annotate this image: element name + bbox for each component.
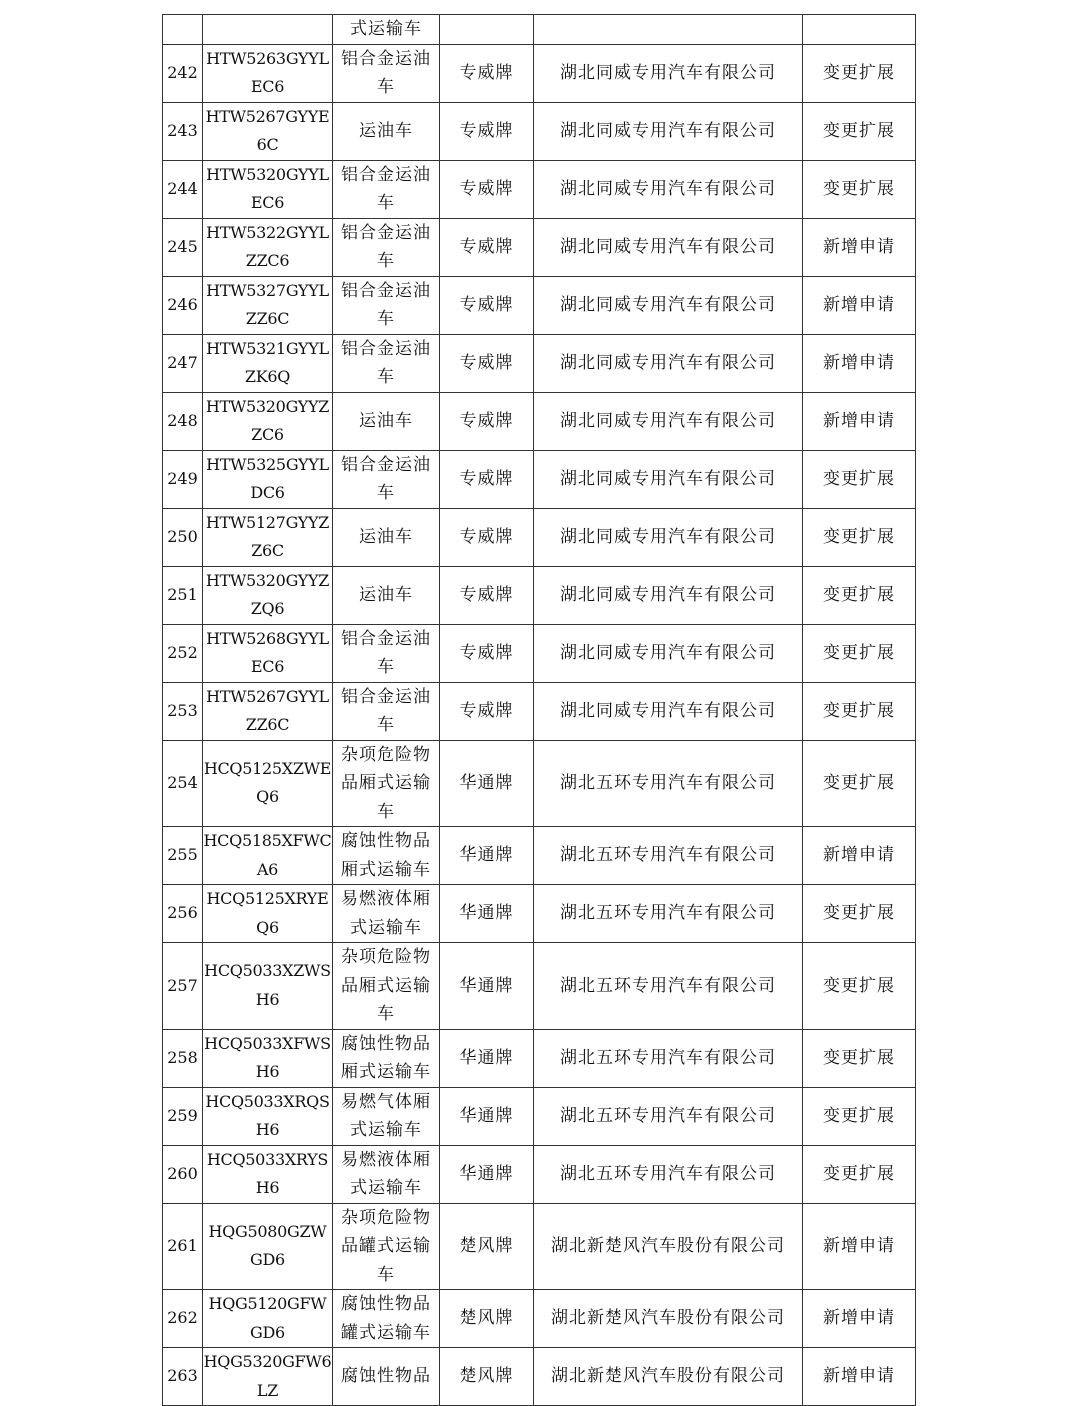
cell-name-text: 易燃液体厢式运输车 [341,1149,431,1198]
cell-brand-text: 楚风牌 [459,1366,514,1387]
cell-name-text: 运油车 [359,526,413,547]
cell-no [163,102,203,160]
cell-type [803,44,916,102]
cell-model [203,943,333,1030]
table-row [163,740,916,827]
cell-model [203,44,333,102]
cell-name [333,943,440,1030]
cell-company-text: 湖北五环专用汽车有限公司 [560,773,776,793]
cell-brand [440,943,534,1030]
cell-type [803,276,916,334]
cell-brand [440,218,534,276]
cell-type-text: 新增申请 [823,352,895,373]
cell-name [333,682,440,740]
cell-no-text: 263 [167,1366,198,1386]
cell-model-text: HTW5321GYYLZK6Q [206,338,329,386]
cell-type-text: 变更扩展 [823,178,895,199]
cell-company [534,1290,803,1348]
cell-brand-text: 专威牌 [459,120,514,141]
cell-name [333,218,440,276]
table-row [163,44,916,102]
cell-company-text: 湖北同威专用汽车有限公司 [560,352,776,373]
cell-brand [440,15,534,45]
cell-name [333,740,440,827]
table-row [163,160,916,218]
cell-type-text: 变更扩展 [823,1163,895,1184]
cell-name-text: 易燃液体厢式运输车 [341,889,431,938]
cell-name-text: 铝合金运油车 [341,338,431,387]
cell-company [534,15,803,45]
cell-company [534,740,803,827]
cell-brand [440,740,534,827]
cell-company [534,566,803,624]
table-row [163,102,916,160]
cell-type-text: 变更扩展 [823,700,895,721]
cell-model [203,160,333,218]
cell-company [534,1087,803,1145]
cell-no [163,566,203,624]
cell-type-text: 新增申请 [823,1308,895,1329]
cell-model-text: HQG5120GFWGD6 [208,1294,327,1342]
cell-brand [440,276,534,334]
cell-model [203,450,333,508]
cell-no [163,334,203,392]
cell-company [534,102,803,160]
cell-name [333,1203,440,1290]
cell-no [163,450,203,508]
cell-no [163,160,203,218]
table-row [163,15,916,45]
cell-name [333,508,440,566]
cell-brand-text: 华通牌 [459,903,514,924]
cell-name-text: 易燃气体厢式运输车 [341,1091,431,1140]
cell-company-text: 湖北五环专用汽车有限公司 [560,845,776,866]
cell-company-text: 湖北同威专用汽车有限公司 [560,468,776,489]
cell-name-text: 式运输车 [350,19,422,39]
cell-type-text: 变更扩展 [823,903,895,924]
cell-name-text: 铝合金运油车 [341,222,431,271]
cell-model-text: HTW5322GYYLZZC6 [206,222,329,270]
cell-model-text: HTW5320GYYZZC6 [205,396,330,444]
cell-type-text: 变更扩展 [823,62,895,83]
cell-name [333,624,440,682]
cell-model [203,740,333,827]
table-row [163,450,916,508]
cell-no-text: 257 [167,975,198,995]
cell-type-text: 变更扩展 [823,1105,895,1126]
cell-brand-text: 专威牌 [459,178,514,199]
table-row [163,1290,916,1348]
cell-name-text: 杂项危险物品厢式运输车 [341,947,431,1024]
cell-no-text: 253 [167,700,198,720]
cell-no [163,1029,203,1087]
cell-no-text: 261 [167,1236,198,1255]
cell-no [163,44,203,102]
cell-no-text: 255 [167,845,198,865]
cell-name-text: 铝合金运油车 [341,628,431,677]
cell-name-text: 铝合金运油车 [341,164,431,213]
table-row [163,276,916,334]
cell-company-text: 湖北同威专用汽车有限公司 [560,178,776,199]
cell-brand [440,566,534,624]
cell-brand-text: 专威牌 [459,642,514,663]
cell-company-text: 湖北同威专用汽车有限公司 [560,410,776,431]
cell-model [203,15,333,45]
cell-no-text: 250 [167,526,198,546]
cell-company [534,885,803,943]
cell-name-text: 铝合金运油车 [341,48,431,97]
cell-brand-text: 华通牌 [459,1163,514,1184]
cell-brand-text: 华通牌 [459,773,514,793]
cell-no [163,943,203,1030]
cell-no-text: 244 [167,178,198,198]
cell-model-text: HTW5263GYYLEC6 [206,48,329,96]
cell-name [333,334,440,392]
cell-model [203,218,333,276]
cell-brand-text: 专威牌 [459,352,514,373]
cell-company-text: 湖北同威专用汽车有限公司 [560,584,776,605]
cell-brand-text: 华通牌 [459,845,514,866]
cell-company [534,450,803,508]
table-row [163,827,916,885]
cell-model [203,885,333,943]
table-row [163,334,916,392]
cell-brand-text: 专威牌 [459,62,514,83]
cell-model [203,276,333,334]
table-row [163,943,916,1030]
cell-name-text: 腐蚀性物品厢式运输车 [341,831,431,880]
cell-brand [440,1029,534,1087]
cell-type-text: 变更扩展 [823,1047,895,1068]
vehicle-catalog-table [162,14,916,1406]
cell-type [803,1029,916,1087]
cell-model-text: HCQ5033XFWSH6 [204,1033,331,1081]
cell-brand-text: 专威牌 [459,294,514,315]
table-row [163,1145,916,1203]
cell-type [803,740,916,827]
cell-brand-text: 专威牌 [459,410,514,431]
cell-name [333,1290,440,1348]
cell-no-text: 243 [167,120,198,140]
cell-brand-text: 专威牌 [459,700,514,721]
cell-company [534,508,803,566]
cell-model [203,1203,333,1290]
cell-no-text: 256 [167,903,198,923]
table-body [163,15,916,1406]
table-row [163,1029,916,1087]
cell-brand [440,1348,534,1406]
cell-no-text: 242 [167,62,198,82]
cell-brand [440,44,534,102]
cell-model [203,827,333,885]
table-row [163,885,916,943]
cell-name-text: 运油车 [359,120,413,141]
cell-type [803,218,916,276]
cell-company [534,334,803,392]
cell-company-text: 湖北五环专用汽车有限公司 [560,975,776,996]
cell-type [803,885,916,943]
cell-model-text: HCQ5125XRYEQ6 [206,889,329,937]
cell-company-text: 湖北同威专用汽车有限公司 [560,120,776,141]
cell-brand [440,682,534,740]
cell-company-text: 湖北同威专用汽车有限公司 [560,700,776,721]
cell-type-text: 新增申请 [823,410,895,431]
cell-type [803,624,916,682]
cell-model-text: HQG5320GFW6LZ [203,1352,332,1400]
cell-type-text: 变更扩展 [823,642,895,663]
cell-company [534,1348,803,1406]
cell-model-text: HTW5320GYYZZQ6 [205,570,330,618]
cell-model [203,334,333,392]
cell-name-text: 运油车 [359,410,413,431]
cell-name [333,102,440,160]
cell-type [803,102,916,160]
cell-no [163,392,203,450]
cell-company-text: 湖北五环专用汽车有限公司 [560,1163,776,1184]
cell-name [333,1348,440,1406]
cell-type [803,334,916,392]
cell-type [803,827,916,885]
cell-company [534,44,803,102]
cell-type-text: 变更扩展 [823,468,895,489]
cell-name [333,885,440,943]
cell-name [333,827,440,885]
cell-name-text: 腐蚀性物品罐式运输车 [341,1294,431,1343]
cell-brand [440,508,534,566]
table-row [163,566,916,624]
cell-model-text: HCQ5033XZWSH6 [204,961,331,1009]
cell-brand-text: 华通牌 [459,1105,514,1126]
cell-brand-text: 专威牌 [459,526,514,547]
cell-no [163,1087,203,1145]
cell-model [203,1029,333,1087]
cell-no-text: 251 [167,584,198,604]
cell-company-text: 湖北新楚风汽车股份有限公司 [551,1308,785,1329]
cell-model-text: HCQ5033XRYSH6 [206,1149,329,1197]
cell-type [803,15,916,45]
cell-company-text: 湖北同威专用汽车有限公司 [560,236,776,257]
cell-type-text: 新增申请 [823,1366,895,1387]
cell-model [203,624,333,682]
cell-no [163,827,203,885]
cell-name [333,15,440,45]
cell-model-text: HCQ5033XRQSH6 [205,1091,330,1139]
cell-company-text: 湖北五环专用汽车有限公司 [560,903,776,924]
cell-name-text: 杂项危险物品罐式运输车 [341,1207,431,1285]
cell-company-text: 湖北同威专用汽车有限公司 [560,526,776,547]
cell-type [803,450,916,508]
cell-model-text: HTW5327GYYLZZ6C [206,280,329,328]
cell-brand-text: 华通牌 [459,975,514,996]
cell-name [333,1029,440,1087]
cell-type-text: 变更扩展 [823,773,895,793]
cell-brand-text: 华通牌 [459,1047,514,1068]
cell-no [163,1348,203,1406]
cell-model [203,1087,333,1145]
cell-type [803,1087,916,1145]
cell-type-text: 新增申请 [823,294,895,315]
cell-company [534,392,803,450]
cell-model-text: HTW5127GYYZZ6C [205,512,330,560]
cell-no [163,1290,203,1348]
cell-name [333,44,440,102]
cell-model-text: HTW5267GYYE6C [205,106,330,154]
cell-company [534,682,803,740]
cell-model [203,1348,333,1406]
cell-company [534,624,803,682]
cell-no [163,15,203,45]
cell-no [163,276,203,334]
cell-type-text: 新增申请 [823,1236,895,1256]
cell-no-text: 252 [167,642,198,662]
cell-type [803,1290,916,1348]
table-row [163,392,916,450]
cell-company-text: 湖北同威专用汽车有限公司 [560,294,776,315]
cell-company-text: 湖北五环专用汽车有限公司 [560,1105,776,1126]
cell-name-text: 铝合金运油车 [341,280,431,329]
cell-no [163,885,203,943]
cell-company-text: 湖北五环专用汽车有限公司 [560,1047,776,1068]
cell-name [333,1087,440,1145]
cell-name [333,1145,440,1203]
cell-no-text: 254 [167,773,198,792]
cell-no-text: 245 [167,236,198,256]
cell-brand [440,1203,534,1290]
table-row [163,682,916,740]
cell-brand-text: 楚风牌 [459,1236,514,1256]
cell-brand-text: 专威牌 [459,584,514,605]
table-row [163,1087,916,1145]
cell-model-text: HTW5325GYYLDC6 [206,454,329,502]
cell-no-text: 260 [167,1163,198,1183]
cell-no [163,682,203,740]
cell-no [163,218,203,276]
cell-no-text: 249 [167,468,198,488]
cell-type [803,392,916,450]
cell-model-text: HTW5320GYYLEC6 [206,164,329,212]
cell-name [333,450,440,508]
cell-no-text: 262 [167,1308,198,1328]
cell-type [803,682,916,740]
cell-type-text: 变更扩展 [823,526,895,547]
cell-brand [440,1145,534,1203]
cell-brand [440,827,534,885]
cell-company [534,827,803,885]
table-row [163,1348,916,1406]
cell-brand [440,160,534,218]
cell-company-text: 湖北新楚风汽车股份有限公司 [551,1366,785,1387]
cell-brand-text: 专威牌 [459,236,514,257]
cell-company-text: 湖北同威专用汽车有限公司 [560,642,776,663]
cell-no-text: 248 [167,410,198,430]
cell-name-text: 运油车 [359,584,413,605]
cell-no [163,624,203,682]
cell-brand [440,1290,534,1348]
cell-no [163,1145,203,1203]
table-row [163,624,916,682]
cell-type [803,566,916,624]
cell-type [803,1348,916,1406]
cell-company-text: 湖北新楚风汽车股份有限公司 [551,1236,785,1256]
table-row [163,218,916,276]
cell-model-text: HCQ5125XZWEQ6 [203,758,332,807]
cell-name [333,160,440,218]
cell-name-text: 腐蚀性物品厢式运输车 [341,1033,431,1082]
cell-brand [440,392,534,450]
cell-model [203,566,333,624]
cell-model [203,102,333,160]
cell-company [534,943,803,1030]
cell-name-text: 铝合金运油车 [341,686,431,735]
cell-type [803,943,916,1030]
cell-model [203,682,333,740]
cell-no [163,1203,203,1290]
cell-name-text: 铝合金运油车 [341,454,431,503]
table-row [163,508,916,566]
cell-brand [440,885,534,943]
cell-company-text: 湖北同威专用汽车有限公司 [560,62,776,83]
cell-no-text: 258 [167,1047,198,1067]
cell-no [163,508,203,566]
cell-name [333,276,440,334]
cell-company [534,276,803,334]
cell-model-text: HCQ5185XFWCA6 [203,831,332,879]
cell-brand-text: 楚风牌 [459,1308,514,1329]
cell-type-text: 变更扩展 [823,975,895,996]
cell-brand [440,450,534,508]
cell-brand [440,102,534,160]
cell-type-text: 新增申请 [823,236,895,257]
cell-no-text: 246 [167,294,198,314]
cell-no-text: 247 [167,352,198,372]
cell-name-text: 杂项危险物品厢式运输车 [341,744,431,822]
cell-type-text: 新增申请 [823,845,895,866]
cell-type [803,160,916,218]
cell-name-text: 腐蚀性物品 [341,1366,431,1387]
cell-brand [440,1087,534,1145]
table-row [163,1203,916,1290]
cell-type-text: 变更扩展 [823,584,895,605]
cell-model-text: HTW5268GYYLEC6 [206,628,329,676]
cell-type [803,1145,916,1203]
cell-model [203,1290,333,1348]
cell-type [803,508,916,566]
cell-brand-text: 专威牌 [459,468,514,489]
cell-company [534,218,803,276]
cell-company [534,1029,803,1087]
cell-company [534,160,803,218]
cell-model-text: HTW5267GYYLZZ6C [206,686,329,734]
cell-model [203,508,333,566]
cell-model [203,392,333,450]
cell-brand [440,624,534,682]
cell-company [534,1203,803,1290]
cell-type [803,1203,916,1290]
cell-model-text: HQG5080GZWGD6 [208,1221,327,1270]
cell-name [333,392,440,450]
cell-brand [440,334,534,392]
cell-no-text: 259 [167,1105,198,1125]
cell-company [534,1145,803,1203]
cell-name [333,566,440,624]
cell-no [163,740,203,827]
cell-model [203,1145,333,1203]
cell-type-text: 变更扩展 [823,120,895,141]
